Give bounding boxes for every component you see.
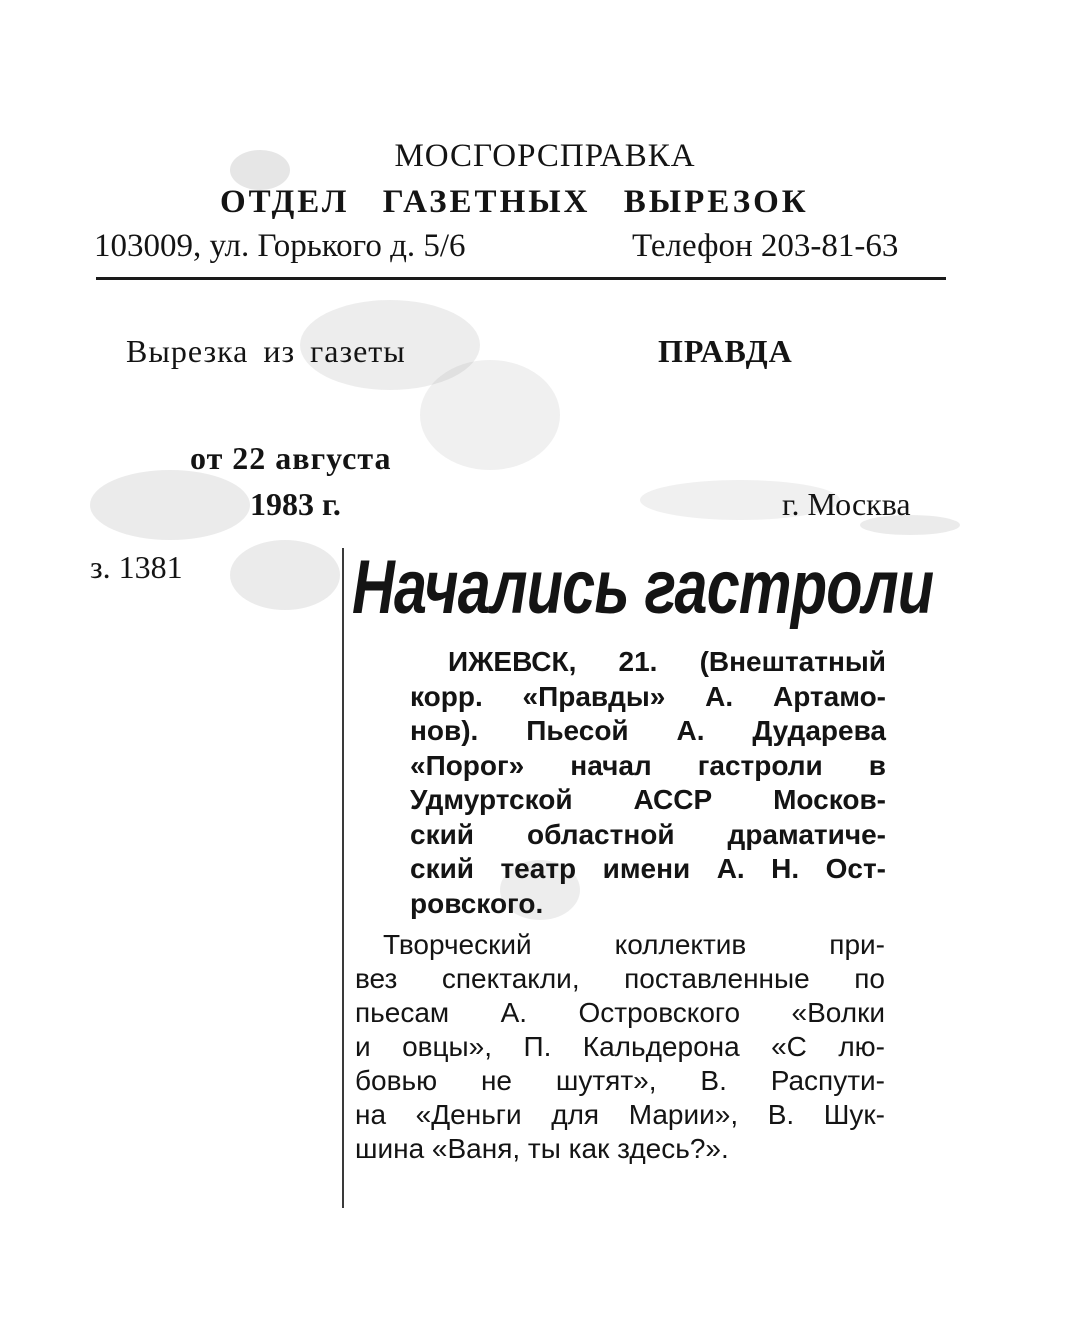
phone: Телефон 203-81-63 bbox=[632, 228, 899, 264]
body-line: шина «Ваня, ты как здесь?». bbox=[355, 1133, 729, 1164]
body-line: пьесам А. Островского «Волки bbox=[355, 997, 885, 1028]
clipping-year: 1983 г. bbox=[250, 486, 341, 522]
clipping-label: Вырезка из газеты bbox=[126, 333, 406, 369]
body-line: бовью не шутят», В. Распути- bbox=[355, 1065, 885, 1096]
address: 103009, ул. Горького д. 5/6 bbox=[94, 228, 466, 264]
lead-line: ский областной драматиче- bbox=[410, 818, 886, 850]
lead-line: ИЖЕВСК, 21. (Внештатный bbox=[448, 646, 886, 677]
clipping-number: з. 1381 bbox=[90, 549, 183, 585]
body-line: и овцы», П. Кальдерона «С лю- bbox=[355, 1031, 885, 1062]
lead-line: нов). Пьесой А. Дударева bbox=[410, 715, 886, 746]
body-line: Творческий коллектив при- bbox=[383, 929, 885, 960]
department-name: ОТДЕЛ ГАЗЕТНЫХ ВЫРЕЗОК bbox=[220, 184, 809, 220]
lead-line: ровского. bbox=[410, 887, 544, 919]
agency-name: МОСГОРСПРАВКА bbox=[394, 138, 696, 174]
body-line: на «Деньги для Марии», В. Шук- bbox=[355, 1099, 885, 1130]
newspaper-name: ПРАВДА bbox=[658, 333, 793, 369]
lead-line: «Порог» начал гастроли в bbox=[410, 749, 886, 781]
header-divider bbox=[96, 277, 946, 280]
clipping-date: от 22 августа bbox=[190, 440, 392, 476]
body-line: вез спектакли, поставленные по bbox=[355, 963, 885, 994]
lead-line: Удмуртской АССР Москов- bbox=[410, 784, 886, 815]
lead-line: ский театр имени А. Н. Ост- bbox=[410, 853, 886, 884]
lead-line: корр. «Правды» А. Артамо- bbox=[410, 680, 886, 712]
clipping-city: г. Москва bbox=[782, 486, 911, 522]
article-lead bbox=[410, 645, 886, 921]
article-headline: Начались гастроли bbox=[352, 545, 934, 630]
clipping-edge bbox=[342, 548, 344, 1208]
article-body bbox=[355, 928, 885, 1166]
